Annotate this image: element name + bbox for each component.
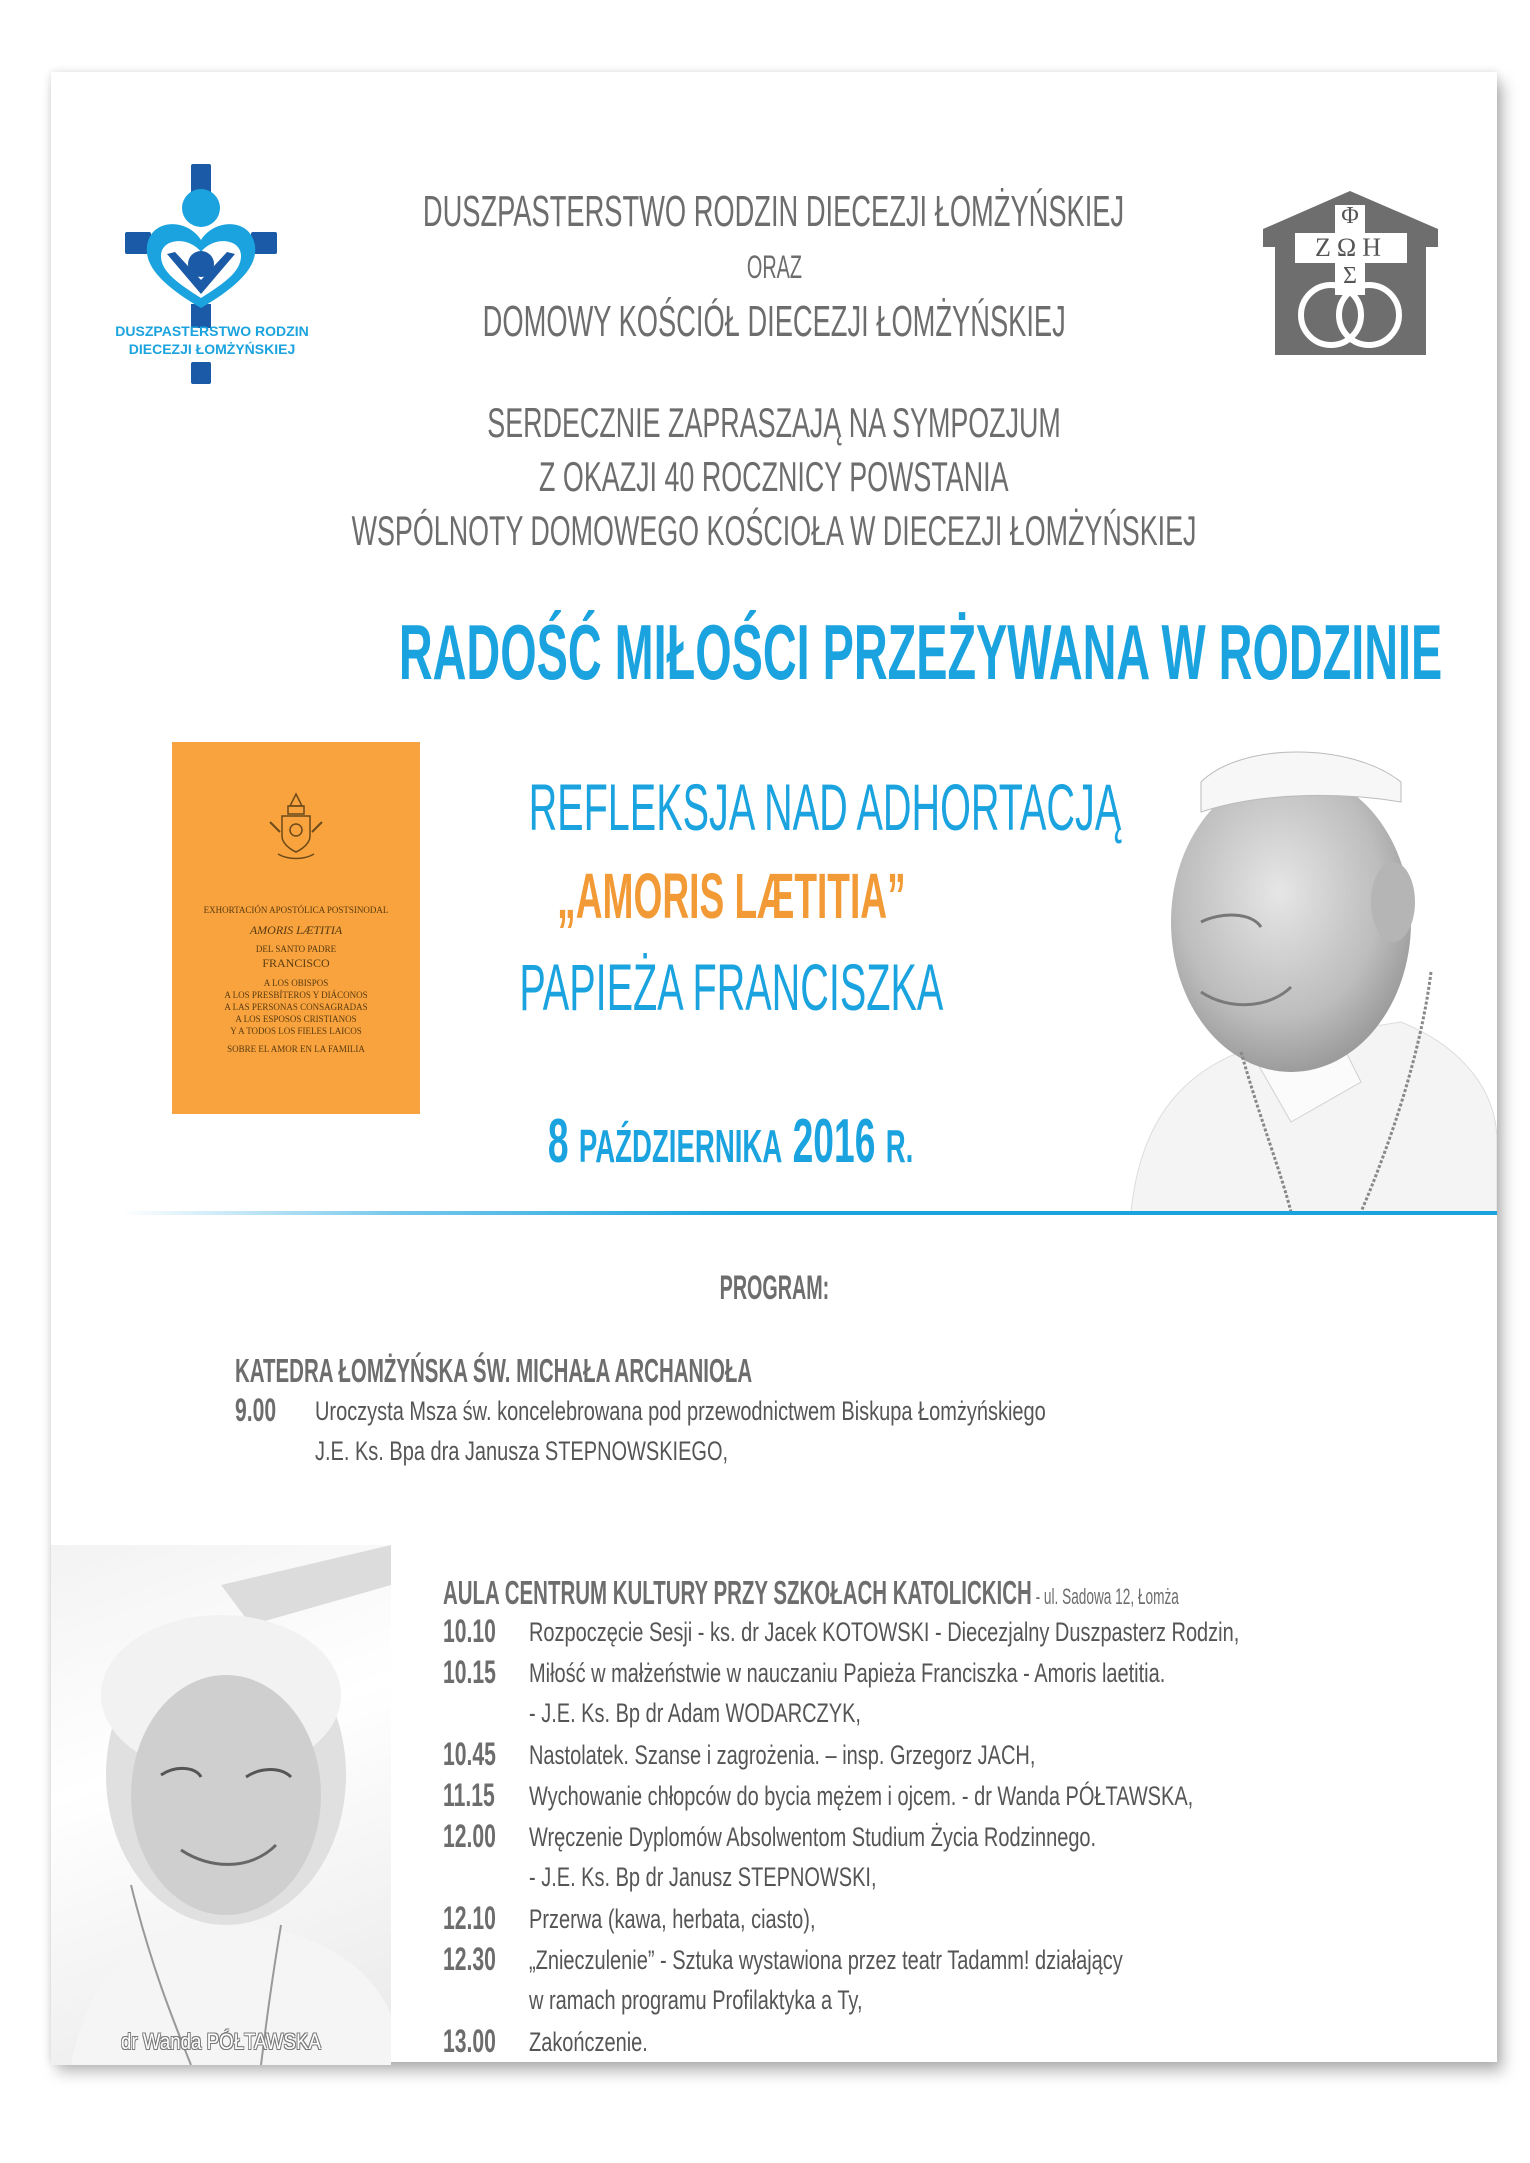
book-line-1: EXHORTACIÓN APOSTÓLICA POSTSINODAL [203, 905, 389, 915]
poster-sheet [51, 72, 1497, 2062]
papal-coat-of-arms-icon [264, 792, 328, 862]
logo-letters-zoe: ΖΩΗ [1315, 233, 1387, 262]
program-description-cont: - J.E. Ks. Bp dr Janusz STEPNOWSKI, [529, 1862, 877, 1892]
subtitle-amoris-laetitia: „AMORIS LÆTITIA” [556, 860, 906, 932]
invitation-line-3: WSPÓLNOTY DOMOWEGO KOŚCIOŁA W DIECEZJI ŁOMŻYŃSKIEJ [351, 507, 1197, 554]
wanda-poltawska-photo [51, 1545, 391, 2065]
program-description: Wręczenie Dyplomów Absolwentom Studium Życia Rodzinnego. [529, 1822, 1097, 1852]
program-description: Rozpoczęcie Sesji - ks. dr Jacek KOTOWSKI - Diecezjalny Duszpasterz Rodzin, [529, 1617, 1240, 1647]
book-line-6: A LOS PRESBÍTEROS Y DIÁCONOS [224, 990, 368, 1000]
event-date [331, 1106, 1131, 1177]
logo-text-line1: DUSZPASTERSTWO RODZIN [115, 323, 309, 339]
book-line-2: AMORIS LÆTITIA [249, 923, 343, 937]
program-time: 12.00 [443, 1818, 496, 1854]
subtitle-line-1: REFLEKSJA NAD ADHORTACJĄ [528, 770, 1122, 844]
program-description: Przerwa (kawa, herbata, ciasto), [529, 1904, 816, 1934]
date-suffix: R. [886, 1120, 914, 1172]
logo-letter-sigma: Σ [1343, 263, 1357, 289]
book-line-10: SOBRE EL AMOR EN LA FAMILIA [227, 1044, 365, 1054]
venue-2-title [443, 1574, 1530, 1612]
program-description-cont: - J.E. Ks. Bp dr Adam WODARCZYK, [529, 1698, 861, 1728]
venue-2-address: - ul. Sadowa 12, Łomża [1031, 1584, 1179, 1609]
book-line-5: A LOS OBISPOS [263, 978, 329, 988]
book-line-4: FRANCISCO [262, 956, 330, 970]
program-time: 9.00 [235, 1392, 277, 1428]
program-description: Uroczysta Msza św. koncelebrowana pod przewodnictwem Biskupa Łomżyńskiego [315, 1396, 1046, 1426]
date-month: PAŹDZIERNIKA [579, 1120, 783, 1172]
venue-1-title: KATEDRA ŁOMŻYŃSKA ŚW. MICHAŁA ARCHANIOŁA [235, 1352, 753, 1389]
date-day: 8 [548, 1107, 569, 1176]
program-description: Wychowanie chłopców do bycia mężem i ojcem. - dr Wanda PÓŁTAWSKA, [529, 1781, 1194, 1811]
program-time: 10.10 [443, 1613, 496, 1649]
program-description: Miłość w małżeństwie w nauczaniu Papieża Franciszka - Amoris laetitia. [529, 1658, 1166, 1688]
invitation-line-2: Z OKAZJI 40 ROCZNICY POWSTANIA [539, 453, 1009, 500]
program-heading: PROGRAM: [719, 1269, 829, 1307]
program-description: Nastolatek. Szanse i zagrożenia. – insp. Grzegorz JACH, [529, 1740, 1036, 1770]
book-line-3: DEL SANTO PADRE [255, 944, 337, 954]
blue-divider-line [121, 1211, 1497, 1215]
organizer-conjunction: ORAZ [746, 249, 802, 285]
program-time: 11.15 [443, 1777, 495, 1813]
program-description: Zakończenie. [529, 2027, 648, 2057]
portrait-illustration [51, 1545, 391, 2065]
invitation-line-1: SERDECZNIE ZAPRASZAJĄ NA SYMPOZJUM [487, 399, 1061, 446]
program-time: 13.00 [443, 2023, 496, 2059]
main-title: RADOŚĆ MIŁOŚCI PRZEŻYWANA W RODZINIE [398, 608, 1443, 696]
program-description-cont: J.E. Ks. Bpa dra Janusza STEPNOWSKIEGO, [315, 1436, 729, 1466]
venue-2-name: AULA CENTRUM KULTURY PRZY SZKOŁACH KATOLICKICH [443, 1574, 1032, 1611]
logo-text-line2: DIECEZJI ŁOMŻYŃSKIEJ [128, 341, 296, 357]
pope-francis-photo [1101, 722, 1497, 1212]
logo-letter-phi: Φ [1341, 203, 1359, 229]
organizer-2: DOMOWY KOŚCIÓŁ DIECEZJI ŁOMŻYŃSKIEJ [482, 297, 1066, 346]
pope-portrait-illustration [1101, 722, 1497, 1212]
program-time: 10.15 [443, 1654, 496, 1690]
photo-caption: dr Wanda PÓŁTAWSKA [121, 2029, 321, 2054]
book-line-9: Y A TODOS LOS FIELES LAICOS [230, 1026, 362, 1036]
program-description: „Znieczulenie” - Sztuka wystawiona przez teatr Tadamm! działający [529, 1945, 1123, 1975]
subtitle-line-3: PAPIEŻA FRANCISZKA [519, 950, 943, 1024]
date-year: 2016 [793, 1107, 876, 1176]
program-time: 12.30 [443, 1941, 496, 1977]
program-time: 10.45 [443, 1736, 496, 1772]
book-line-8: A LOS ESPOSOS CRISTIANOS [235, 1014, 357, 1024]
book-line-7: A LAS PERSONAS CONSAGRADAS [224, 1002, 368, 1012]
program-description-cont: w ramach programu Profilaktyka a Ty, [529, 1985, 863, 2015]
program-time: 12.10 [443, 1900, 496, 1936]
organizer-1: DUSZPASTERSTWO RODZIN DIECEZJI ŁOMŻYŃSKIEJ [423, 187, 1125, 236]
